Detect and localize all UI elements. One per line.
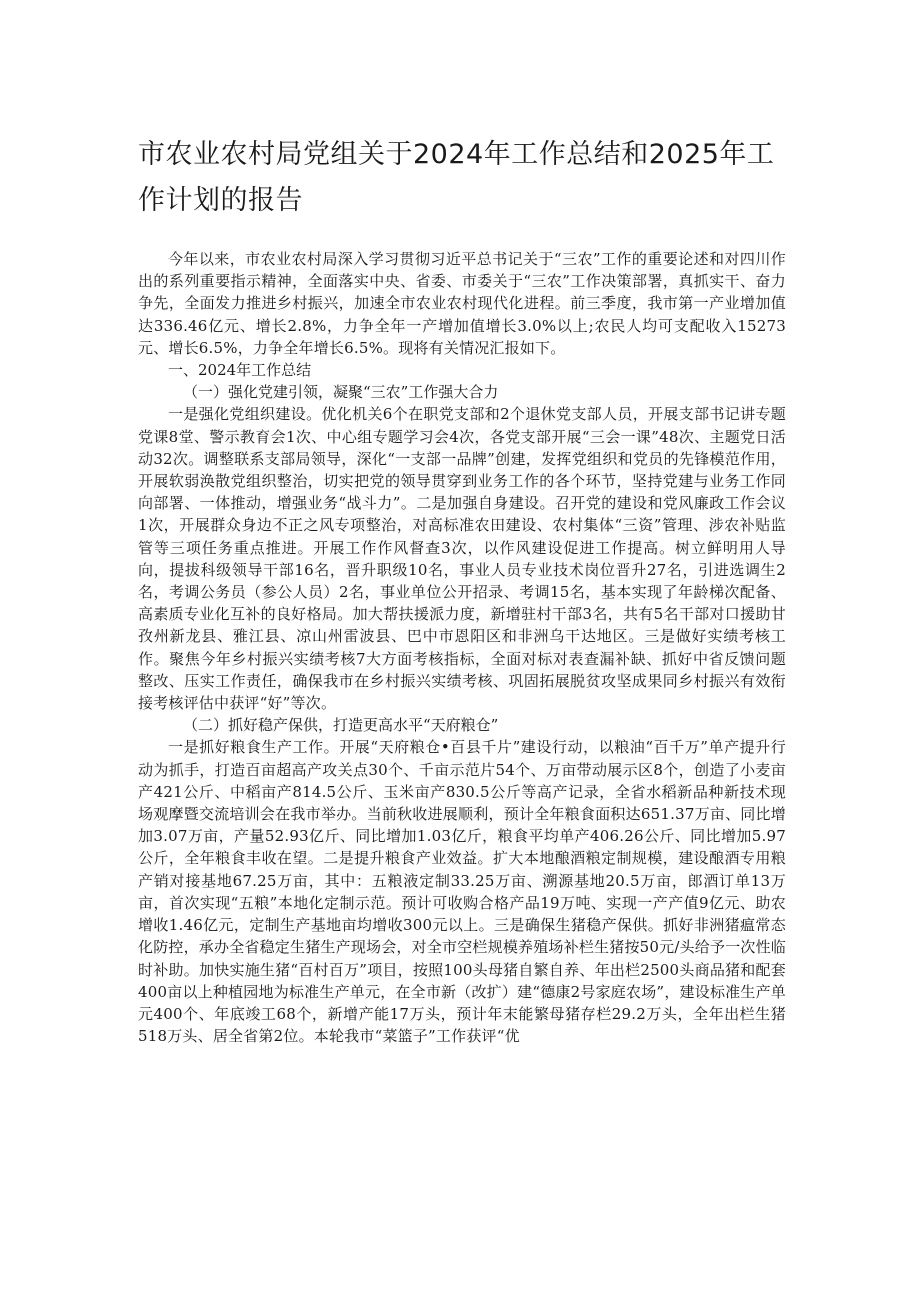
document-page	[138, 132, 786, 1047]
document-title: 市农业农村局党组关于2024年工作总结和2025年工作计划的报告	[138, 139, 775, 216]
intro-paragraph: 今年以来，市农业农村局深入学习贯彻习近平总书记关于“三农”工作的重要论述和对四川作出的系列重要指示精神，全面落实中央、省委、市委关于“三农”工作决策部署，真抓实干、奋力争先，全面发力推进乡村振兴，加速全市农业农村现代化进程。前三季度，我市第一产业增加值达336.46亿元、增长2.8%，力争全年一产增加值增长3.0%以上;农民人均可支配收入15273元、增长6.5%，力争全年增长6.5%。现将有关情况汇报如下。	[138, 250, 786, 357]
stable-supply-paragraph: 一是抓好粮食生产工作。开展“天府粮仓•百县千片”建设行动，以粮油“百千万”单产提升行动为抓手，打造百亩超高产攻关点30个、千亩示范片54个、万亩带动展示区8个，创造了小麦亩产421公斤、中稻亩产814.5公斤、玉米亩产830.5公斤等高产记录，全省水稻新品种新技术现场观摩暨交流培训会在我市举办。当前秋收进展顺利，预计全年粮食面积达651.37万亩、同比增加3.07万亩，产量52.93亿斤、同比增加1.03亿斤，粮食平均单产406.26公斤、同比增加5.97公斤，全年粮食丰收在望。二是提升粮食产业效益。扩大本地酿酒粮定制规模，建设酿酒专用粮产销对接基地67.25万亩，其中：五粮液定制33.25万亩、溯源基地20.5万亩，郎酒订单13万亩，首次实现“五粮”本地化定制示范。预计可收购合格产品19万吨、实现一产产值9亿元、助农增收1.46亿元，定制生产基地亩均增收300元以上。三是确保生猪稳产保供。抓好非洲猪瘟常态化防控，承办全省稳定生猪生产现场会，对全市空栏规模养殖场补栏生猪按50元/头给予一次性临时补助。加快实施生猪“百村百万”项目，按照100头母猪自繁自养、年出栏2500头商品猪和配套400亩以上种植园地为标准生产单元，在全市新（改扩）建“德康2号家庭农场”，建设标准生产单元400个、年底竣工68个，新增产能17万头，预计年末能繁母猪存栏29.2万头，全年出栏生猪518万头、居全省第2位。本轮我市“菜篮子”工作获评“优	[138, 738, 786, 1046]
subsection-heading-stable-supply: （二）抓好稳产保供，打造更高水平“天府粮仓”	[183, 716, 499, 735]
section-heading-work-summary: 一、2024年工作总结	[168, 361, 312, 380]
subsection-heading-party-building: （一）强化党建引领，凝聚“三农”工作强大合力	[183, 383, 499, 402]
party-building-paragraph: 一是强化党组织建设。优化机关6个在职党支部和2个退休党支部人员，开展支部书记讲专题党课8堂、警示教育会1次、中心组专题学习会4次，各党支部开展“三会一课”48次、主题党日活动32次。调整联系支部局领导，深化“一支部一品牌”创建，发挥党组织和党员的先锋模范作用，开展软弱涣散党组织整治，切实把党的领导贯穿到业务工作的各个环节，坚持党建与业务工作同向部署、一体推动，增强业务“战斗力”。二是加强自身建设。召开党的建设和党风廉政工作会议1次，开展群众身边不正之风专项整治，对高标准农田建设、农村集体“三资”管理、涉农补贴监管等三项任务重点推进。开展工作作风督查3次，以作风建设促进工作提高。树立鲜明用人导向，提拔科级领导干部16名，晋升职级10名，事业人员专业技术岗位晋升27名，引进选调生2名，考调公务员（参公人员）2名，事业单位公开招录、考调15名，基本实现了年龄梯次配备、高素质专业化互补的良好格局。加大帮扶援派力度，新增驻村干部3名，共有5名干部对口援助甘孜州新龙县、雅江县、凉山州雷波县、巴中市恩阳区和非洲乌干达地区。三是做好实绩考核工作。聚焦今年乡村振兴实绩考核7大方面考核指标，全面对标对表查漏补缺、抓好中省反馈问题整改、压实工作责任，确保我市在乡村振兴实绩考核、巩固拓展脱贫攻坚成果同乡村振兴有效衔接考核评估中获评“好”等次。	[138, 405, 786, 713]
